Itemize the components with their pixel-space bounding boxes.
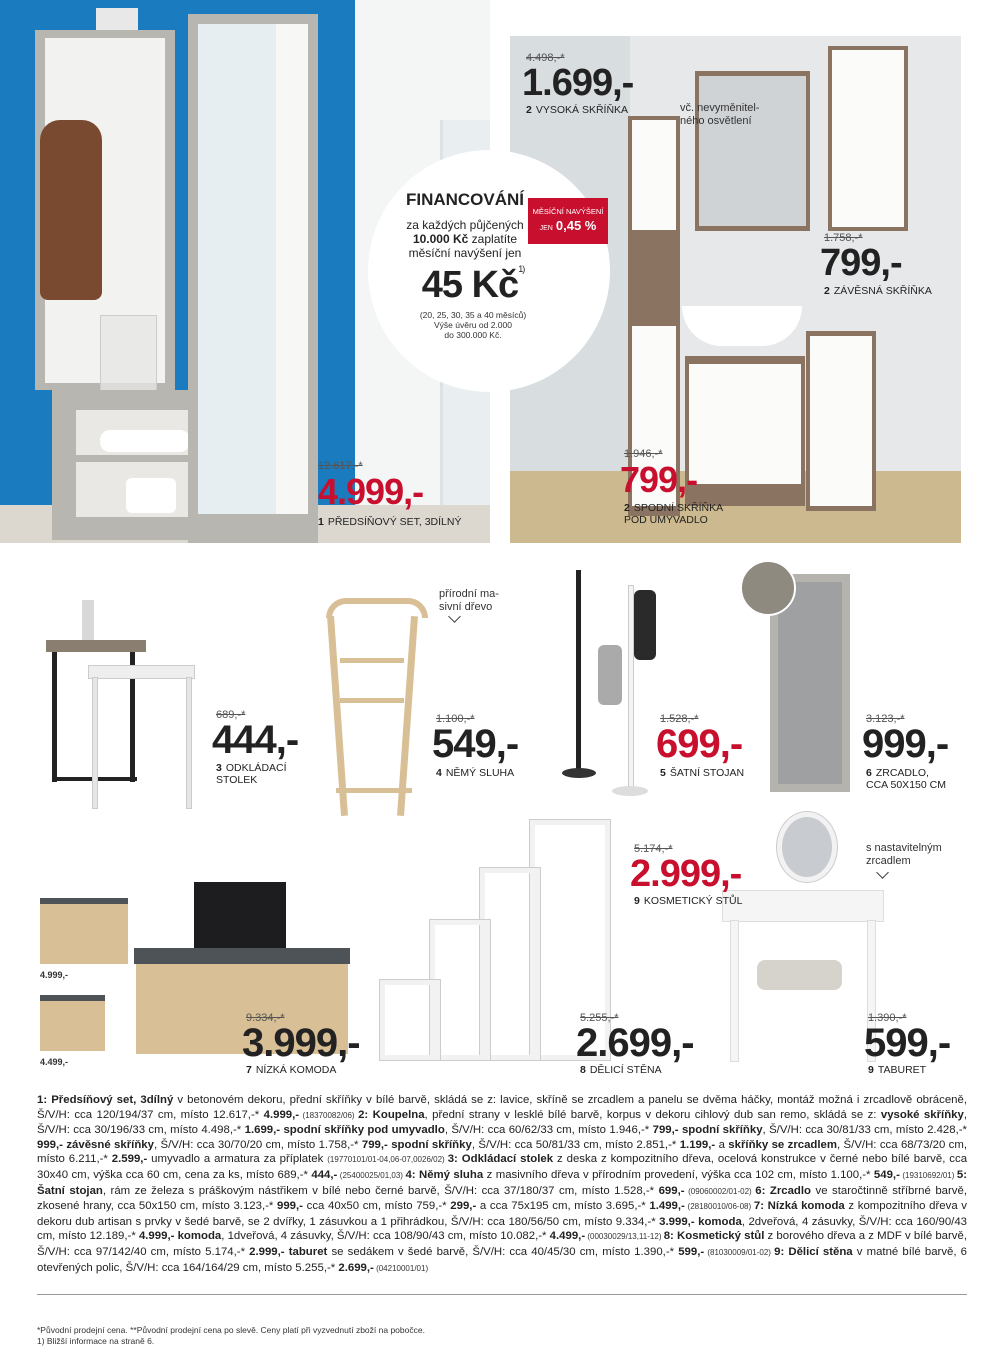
price-2b: 799,- xyxy=(820,242,902,284)
financing-amount xyxy=(398,264,548,307)
legal-bold: 699,- xyxy=(658,1184,685,1197)
label-2c-text2: POD UMYVADLO xyxy=(624,514,708,526)
mirror-detail-circle xyxy=(740,560,796,616)
note-adjustable xyxy=(866,842,942,868)
old-price-5: 1.528,-* xyxy=(660,713,699,725)
product-description-text xyxy=(37,1093,967,1276)
label-vanity-text: KOSMETICKÝ STŮL xyxy=(643,895,743,907)
legal-text: , Š/V/H: cca 60/62/33 cm, místo 1.946,-* xyxy=(444,1124,653,1137)
legal-bold: 599,- xyxy=(678,1245,705,1258)
legal-code: (09060002/01-02) xyxy=(684,1186,756,1196)
legal-bold: 9: Dělicí stěna xyxy=(774,1245,853,1258)
financing-line1: za každých půjčených xyxy=(406,218,524,232)
price-3: 444,- xyxy=(212,718,299,762)
num-7: 7 xyxy=(246,1064,252,1076)
side-table-image xyxy=(40,595,200,815)
legal-bold: 4: Němý sluha xyxy=(405,1168,484,1181)
legal-code: (28180010/06-08) xyxy=(684,1202,754,1212)
num-8: 8 xyxy=(580,1064,586,1076)
num-5: 5 xyxy=(660,767,666,779)
note-mirror-light xyxy=(680,102,759,128)
price-1: 4.999,- xyxy=(318,471,424,512)
label-stool-text: TABURET xyxy=(877,1064,927,1076)
num-4: 4 xyxy=(436,767,442,779)
legal-code: (19770101/01-04,06-07,0026/02) xyxy=(327,1155,448,1165)
old-price-8: 5.255,-* xyxy=(580,1012,619,1024)
legal-bold: 1.199,- xyxy=(679,1138,716,1151)
label-6-text2: CCA 50X150 CM xyxy=(866,779,946,791)
financing-note1: (20, 25, 30, 35 a 40 měsíců) xyxy=(419,310,527,320)
legal-bold: 1: Předsíňový set, 3dílný xyxy=(37,1094,174,1106)
old-price-2b: 1.758,-* xyxy=(824,232,863,244)
label-2b xyxy=(824,285,932,297)
note-adjustable-1: s nastavitelným xyxy=(866,842,942,854)
financing-line2-rest: zaplatíte xyxy=(468,232,518,246)
financing-note3: do 300.000 Kč. xyxy=(444,330,502,340)
financing-note2: Výše úvěru od 2.000 xyxy=(434,320,512,330)
legal-text: , přední strany v lesklé bílé barvě, korpus v dekoru cihlový dub san remo, skládá se z: xyxy=(424,1108,881,1121)
legal-text: , Š/V/H: cca 30/81/33 cm, místo 2.428,-* xyxy=(762,1124,967,1137)
label-7 xyxy=(246,1064,336,1076)
badge-rate-line xyxy=(528,218,608,233)
old-price-6: 3.123,-* xyxy=(866,713,905,725)
label-6-text: ZRCADLO, xyxy=(875,767,929,779)
financing-amount-value: 45 Kč xyxy=(421,264,519,306)
legal-bold: 8: Kosmetický stůl xyxy=(663,1230,765,1243)
price-2a: 1.699,- xyxy=(522,62,634,104)
note-wood-1: přírodní ma- xyxy=(439,588,499,600)
financing-line2 xyxy=(380,232,550,246)
note-mirror-light-1: vč. nevyměnitel- xyxy=(680,102,760,114)
price-7: 3.999,- xyxy=(242,1021,360,1065)
financing-text xyxy=(380,218,550,260)
coat-stand-image xyxy=(548,560,658,810)
legal-text: z borového dřeva a z MDF v bílé barvě, Š/V/H: cca 97/142/40 cm, místo 5.174,-* xyxy=(37,1230,968,1258)
legal-text: z masivního dřeva v přírodním provedení, výška cca 102 cm, místo 1.100,-* xyxy=(483,1168,874,1181)
legal-text: , 1dveřová, 4 zásuvky, Š/V/H: cca 108/90/43 cm, místo 10.082,-* xyxy=(221,1230,550,1243)
old-price-3: 689,-* xyxy=(216,709,246,721)
legal-bold: 799,- spodní skříňky xyxy=(361,1138,472,1151)
legal-bold: 2: Koupelna xyxy=(358,1108,425,1121)
label-3-text: ODKLÁDACÍ xyxy=(225,762,287,774)
label-4 xyxy=(436,767,514,779)
dresser-thumb-b xyxy=(40,995,105,1051)
divider xyxy=(37,1294,967,1295)
footnote-2: 1) Bližší informace na straně 6. xyxy=(37,1336,155,1346)
price-5: 699,- xyxy=(656,722,743,766)
legal-bold: skříňky se zrcadlem xyxy=(728,1138,838,1151)
old-price-2c: 1.946,-* xyxy=(624,448,663,460)
dresser-price-a: 4.999,- xyxy=(40,970,69,980)
legal-text: a cca 75x195 cm, místo 3.695,-* xyxy=(476,1200,650,1213)
label-5 xyxy=(660,767,744,779)
legal-bold: 4.999,- komoda xyxy=(138,1230,222,1243)
legal-bold: 3.999,- komoda xyxy=(659,1215,742,1228)
old-price-4: 1.100,-* xyxy=(436,713,475,725)
label-3-text2: STOLEK xyxy=(216,774,258,786)
badge-top: MĚSÍČNÍ NAVÝŠENÍ xyxy=(532,207,604,216)
label-5-text: ŠATNÍ STOJAN xyxy=(669,767,745,779)
old-price-1: 12.617,-* xyxy=(318,460,363,472)
legal-text: , 2dveřová, 4 zásuvky, Š/V/H: cca 160/90/43 cm, místo 12.189,-* xyxy=(37,1215,967,1243)
label-8 xyxy=(580,1064,662,1076)
label-7-text: NÍZKÁ KOMODA xyxy=(255,1064,337,1076)
label-2b-text: ZÁVĚSNÁ SKŘÍŇKA xyxy=(833,285,932,297)
label-2c xyxy=(624,502,723,526)
legal-bold: 2.999,- taburet xyxy=(249,1245,328,1258)
num-1: 1 xyxy=(318,516,324,528)
legal-text: , Š/V/H: cca 30/196/33 cm, místo 4.498,-* xyxy=(37,1108,967,1137)
legal-text: z kompozitního dřeva v dekoru dub artisan s prvky v šedé barvě, se 2 dvířky, 1 zásuvkou a 1 přihrádkou, Š/V/H: cca 180/56/50 cm, místo 9.334,-* xyxy=(37,1200,968,1228)
legal-bold: 2.599,- xyxy=(111,1153,148,1166)
note-wood xyxy=(439,588,499,614)
room-divider-image xyxy=(380,820,602,1052)
legal-bold: 6: Zrcadlo xyxy=(755,1184,812,1197)
dresser-price-b: 4.499,- xyxy=(40,1057,69,1067)
label-8-text: DĚLICÍ STĚNA xyxy=(589,1064,662,1076)
footnote-1: *Původní prodejní cena. **Původní prodejní cena po slevě. Ceny platí při vyzvednutí zboží na pobočce. xyxy=(37,1325,425,1335)
legal-bold: 4.999,- xyxy=(263,1108,300,1121)
legal-text: cca 40x50 cm, místo 759,-* xyxy=(302,1200,451,1213)
legal-text: z deska z kompozitního dřeva, ocelová konstrukce v černé nebo bílé barvě, cca 30x40 cm, výška cca 60 cm, cena za ks, místo 689,-* xyxy=(37,1153,968,1181)
legal-code: (81030009/01-02) xyxy=(704,1247,775,1257)
label-4-text: NĚMÝ SLUHA xyxy=(445,767,515,779)
label-stool xyxy=(868,1064,926,1076)
old-price-7: 9.334,-* xyxy=(246,1012,285,1024)
label-1-text: PŘEDSÍŇOVÝ SET, 3DÍLNÝ xyxy=(327,516,462,528)
num-stool: 9 xyxy=(868,1064,874,1076)
legal-code: (04210001/01) xyxy=(373,1263,429,1273)
financing-badge xyxy=(528,198,608,244)
financing-title: FINANCOVÁNÍ xyxy=(405,190,525,209)
financing-line3: měsíční navýšení jen xyxy=(408,246,522,260)
old-price-2a: 4.498,-* xyxy=(526,52,565,64)
label-6 xyxy=(866,767,946,791)
legal-bold: 549,- xyxy=(873,1168,900,1181)
legal-bold: 4.499,- xyxy=(549,1230,586,1243)
legal-text: , Š/V/H: cca 30/70/20 cm, místo 1.758,-* xyxy=(153,1138,362,1151)
legal-code: (18370082/06) xyxy=(299,1110,359,1120)
legal-bold: 444,- xyxy=(311,1168,338,1181)
legal-text: a xyxy=(715,1138,729,1151)
note-mirror-light-2: ného osvětlení xyxy=(680,115,752,127)
note-wood-2: sivní dřevo xyxy=(439,601,493,613)
legal-bold: 799,- spodní skříňky xyxy=(652,1124,763,1137)
financing-amount-borrowed: 10.000 Kč xyxy=(412,232,469,246)
legal-bold: 999,- xyxy=(277,1200,303,1213)
price-6: 999,- xyxy=(862,722,949,766)
financing-sup: 1) xyxy=(518,264,525,274)
legal-text: ve staročtinně stříbrné barvě, zkosené hrany, cca 50x150 cm, místo 3.123,-* xyxy=(37,1184,968,1213)
label-2a-text: VYSOKÁ SKŘÍŇKA xyxy=(535,104,629,116)
price-stool: 599,- xyxy=(864,1021,951,1065)
legal-text: , Š/V/H: cca 50/81/33 cm, místo 2.851,-* xyxy=(471,1138,680,1151)
legal-bold: 2.699,- xyxy=(338,1261,374,1274)
legal-text: , Š/V/H: cca 68/73/20 cm, místo 6.211,-* xyxy=(37,1138,968,1166)
note-adjustable-2: zrcadlem xyxy=(866,855,911,867)
price-2c: 799,- xyxy=(620,459,698,500)
num-6: 6 xyxy=(866,767,872,779)
legal-text: , rám ze železa s práškovým nástřikem v bílé nebo černé barvě, Š/V/H: cca 37/180/37 cm, místo 1.528,-* xyxy=(102,1184,659,1197)
badge-jen: JEN xyxy=(539,225,553,232)
legal-bold: 3: Odkládací stolek xyxy=(447,1153,554,1166)
price-vanity: 2.999,- xyxy=(630,853,742,895)
num-vanity: 9 xyxy=(634,895,640,907)
label-2c-text: SPODNÍ SKŘÍŇKA xyxy=(633,502,724,514)
legal-bold: 299,- xyxy=(450,1200,477,1213)
price-4: 549,- xyxy=(432,722,519,766)
legal-bold: 999,- závěsné skříňky xyxy=(37,1138,154,1151)
num-2c: 2 xyxy=(624,502,630,514)
legal-text: umyvadlo a armatura za příplatek xyxy=(147,1153,328,1166)
legal-bold: 7: Nízká komoda xyxy=(753,1200,845,1213)
label-3 xyxy=(216,762,287,786)
legal-bold: vysoké skříňky xyxy=(880,1108,964,1121)
num-2b: 2 xyxy=(824,285,830,297)
legal-code: (00030029/13,11-12) xyxy=(585,1232,664,1242)
legal-text: v betonovém dekoru, přední skříňky v bílé barvě, skládá se z: lavice, skříně se zrcadlem a panelu se dvěma háčky, montáž možná i zrcadlově obráceně, Š/V/H: cca 120/194/37 cm, místo 12.617,-* xyxy=(37,1094,967,1121)
label-1 xyxy=(318,516,461,528)
legal-code: (25400025/01,03) xyxy=(337,1170,406,1180)
legal-bold: 1.699,- spodní skříňky pod umyvadlo xyxy=(244,1124,445,1137)
legal-code: (19310692/01) xyxy=(899,1170,957,1180)
legal-text: v matné bílé barvě, 6 otevřených polic, Š/V/H: cca 164/164/29 cm, místo 5.255,-* xyxy=(37,1245,967,1274)
num-2a: 2 xyxy=(526,104,532,116)
legal-bold: 5: Šatní stojan xyxy=(37,1168,968,1197)
financing-notes xyxy=(398,310,548,340)
valet-stand-image xyxy=(316,588,426,818)
badge-rate: 0,45 % xyxy=(555,218,597,233)
vanity-table-image xyxy=(722,810,882,1072)
legal-bold: 1.499,- xyxy=(649,1200,685,1213)
dresser-thumb-a xyxy=(40,898,128,964)
price-8: 2.699,- xyxy=(576,1021,694,1065)
legal-text: se sedákem v šedé barvě, Š/V/H: cca 40/45/30 cm, místo 1.390,-* xyxy=(327,1245,679,1258)
label-vanity xyxy=(634,895,742,907)
old-price-stool: 1.390,-* xyxy=(868,1012,907,1024)
num-3: 3 xyxy=(216,762,222,774)
old-price-vanity: 5.174,-* xyxy=(634,843,673,855)
label-2a xyxy=(526,104,628,116)
